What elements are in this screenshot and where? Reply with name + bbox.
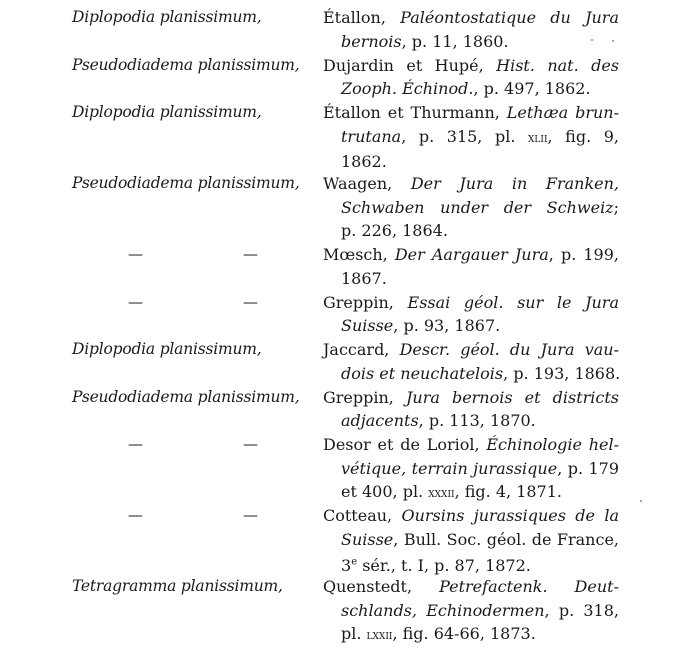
citation-text: , p. 193, 1868. xyxy=(503,363,621,383)
ditto-dash: — xyxy=(243,506,258,524)
title-text: trutana xyxy=(341,126,402,146)
title-text: Échinologie hel- xyxy=(486,435,619,454)
citation-text: 1867. xyxy=(341,268,387,288)
reference-line xyxy=(323,219,619,243)
title-text: Schwaben under der Schweiz xyxy=(341,197,614,217)
bibliographic-reference xyxy=(323,504,619,578)
species-name: Diplopodia planissimum, xyxy=(72,103,262,121)
title-text: bernois xyxy=(341,31,402,51)
citation-text: pl. xyxy=(341,624,367,643)
citation-text: , p. 315, pl. xyxy=(401,126,528,146)
ditto-dash: — xyxy=(243,245,258,263)
bibliographic-reference xyxy=(323,386,619,433)
citation-text: , fig. 9, xyxy=(547,126,620,146)
scan-speck xyxy=(640,500,642,502)
citation-text: Quenstedt, xyxy=(323,577,440,596)
citation-text: et 400, pl. xyxy=(341,482,429,501)
bibliographic-reference xyxy=(323,575,619,648)
reference-line xyxy=(323,599,619,623)
title-text: Jura bernois et districts xyxy=(405,387,619,407)
citation-text: Étallon, xyxy=(323,8,401,27)
ditto-dash: — xyxy=(128,245,143,263)
citation-text: Cotteau, xyxy=(323,506,402,525)
reference-line xyxy=(323,622,619,648)
title-text: Petrefactenk. Deut- xyxy=(439,577,619,596)
plate-number: xxxii xyxy=(428,486,455,501)
reference-line xyxy=(323,172,619,196)
species-name: Tetragramma planissimum, xyxy=(72,577,283,595)
ditto-dash: — xyxy=(128,435,143,453)
ditto-dash: — xyxy=(128,506,143,524)
ditto-dash: — xyxy=(243,435,258,453)
reference-line xyxy=(323,551,619,578)
citation-text: , fig. 64-66, 1873. xyxy=(392,624,536,643)
reference-line xyxy=(323,386,619,410)
reference-line xyxy=(323,125,619,151)
species-name: Pseudodiadema planissimum, xyxy=(72,174,300,192)
reference-line xyxy=(323,409,619,433)
reference-line xyxy=(323,291,619,315)
citation-text: , p. 179 xyxy=(557,458,619,478)
title-text: Descr. géol. du Jura vau- xyxy=(399,340,620,359)
citation-text: p. 226, 1864. xyxy=(341,221,448,240)
bibliographic-reference xyxy=(323,6,619,53)
bibliographic-reference xyxy=(323,172,619,243)
scan-speck xyxy=(612,40,614,42)
title-text: Zooph. Échinod. xyxy=(341,79,474,98)
citation-text: , p. 199, xyxy=(548,245,619,264)
citation-text: , p. 93, 1867. xyxy=(393,316,501,335)
reference-line xyxy=(323,267,619,291)
ditto-dash: — xyxy=(243,292,258,311)
reference-line xyxy=(323,6,619,30)
citation-text: Greppin, xyxy=(323,387,406,407)
reference-line xyxy=(323,575,619,599)
title-text: vétique, terrain jurassique xyxy=(341,458,558,478)
species-name: Diplopodia planissimum, xyxy=(72,8,262,26)
citation-text: Étallon et Thurmann, xyxy=(323,103,507,122)
title-text: Lethæa brun- xyxy=(506,103,619,122)
species-name: Pseudodiadema planissimum, xyxy=(72,55,300,74)
title-text: Essai géol. sur le Jura xyxy=(407,292,619,312)
reference-line xyxy=(323,30,619,54)
reference-line xyxy=(323,362,619,386)
reference-line xyxy=(323,196,619,220)
title-text: Der Aargauer Jura xyxy=(394,245,549,264)
citation-text: , p. 11, 1860. xyxy=(401,31,509,51)
bibliographic-reference xyxy=(323,101,619,174)
plate-number: lxxii xyxy=(366,628,393,643)
reference-line xyxy=(323,243,619,267)
citation-text: , Bull. Soc. géol. de France, xyxy=(393,529,619,549)
reference-line xyxy=(323,338,619,362)
citation-text: Dujardin et Hupé, xyxy=(323,55,497,75)
reference-line xyxy=(323,150,619,174)
bibliographic-reference xyxy=(323,433,619,506)
bibliographic-reference xyxy=(323,338,619,385)
citation-text: 1862. xyxy=(341,152,387,171)
citation-text: , p. 497, 1862. xyxy=(473,79,591,98)
citation-text: Mœsch, xyxy=(323,245,395,264)
bibliographic-reference xyxy=(323,291,619,338)
title-text: Suisse xyxy=(341,316,394,335)
reference-line xyxy=(323,528,619,552)
citation-text: Greppin, xyxy=(323,292,408,312)
reference-line xyxy=(323,480,619,506)
reference-line xyxy=(323,101,619,125)
species-name: Pseudodiadema planissimum, xyxy=(72,387,300,406)
title-text: adjacents xyxy=(341,411,419,430)
citation-text: Desor et de Loriol, xyxy=(323,435,487,454)
reference-line xyxy=(323,54,619,78)
citation-text: , fig. 4, 1871. xyxy=(454,482,562,501)
reference-line xyxy=(323,504,619,528)
citation-text: Jaccard, xyxy=(323,340,400,359)
ditto-dash: — xyxy=(128,292,143,311)
title-text: Der Jura in Franken, xyxy=(410,174,619,193)
scan-speck xyxy=(591,39,593,41)
citation-text: 3e sér., t. I, p. 87, 1872. xyxy=(341,556,531,576)
title-text: Oursins jurassiques de la xyxy=(401,506,620,525)
bibliographic-reference xyxy=(323,243,619,290)
title-text: Suisse xyxy=(341,529,394,549)
title-text: Paléontostatique du Jura xyxy=(400,8,619,27)
citation-text: ; xyxy=(613,197,619,217)
reference-line xyxy=(323,77,619,101)
reference-line xyxy=(323,433,619,457)
citation-text: , p. 113, 1870. xyxy=(418,411,536,430)
title-text: dois et neuchatelois xyxy=(341,363,504,383)
reference-line xyxy=(323,314,619,338)
title-text: Hist. nat. des xyxy=(496,55,620,75)
citation-text: , p. 318, xyxy=(544,600,619,620)
reference-line xyxy=(323,457,619,481)
citation-text: Waagen, xyxy=(323,174,411,193)
title-text: schlands, Echinodermen xyxy=(341,600,545,620)
plate-number: xlii xyxy=(528,130,548,146)
species-name: Diplopodia planissimum, xyxy=(72,340,262,358)
bibliographic-reference xyxy=(323,54,619,101)
